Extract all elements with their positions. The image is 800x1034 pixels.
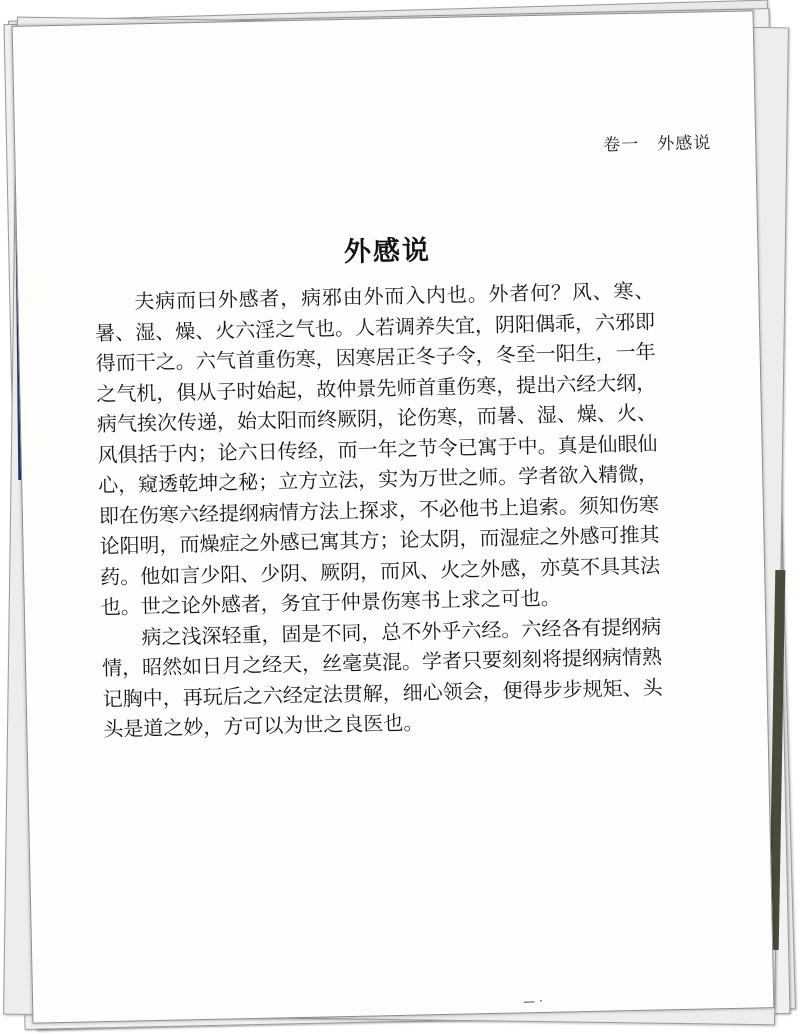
running-head-section: 外感说 <box>657 133 712 155</box>
page-number: — · <box>523 993 543 1009</box>
chapter-title: 外感说 <box>343 235 432 268</box>
book-page <box>12 10 775 1023</box>
paragraph: 病之浅深轻重，固是不同，总不外乎六经。六经各有提纲病情，昭然如日月之经天，丝毫莫混。学者只要刻刻将提纲病情熟记胸中，再玩后之六经定法贯解，细心领会，便得步步规矩、头头是道之妙，方可以为世之良医也。 <box>101 613 663 742</box>
running-head <box>603 128 711 155</box>
body-text <box>94 275 663 744</box>
paragraph: 夫病而曰外感者，病邪由外而入内也。外者何？风、寒、暑、湿、燥、火六淫之气也。人若调养失宜，阴阳偶乖，六邪即得而干之。六气首重伤寒，因寒居正冬子令，冬至一阳生，一年之气机，俱从子时始起，故仲景先师首重伤寒，提出六经大纲，病气挨次传递，始太阳而终厥阴，论伤寒，而暑、湿、燥、火、风俱括于内；论六日传经，而一年之节令已寓于中。真是仙眼仙心，窥透乾坤之秘；立方立法，实为万世之师。学者欲入精微，即在伤寒六经提纲病情方法上探求，不必他书上追索。须知伤寒论阳明，而燥症之外感已寓其方；论太阴，而湿症之外感可推其药。他如言少阳、少阴、厥阴，而风、火之外感，亦莫不具其法也。世之论外感者，务宜于仲景伤寒书上求之可也。 <box>94 278 661 620</box>
running-head-volume: 卷一 <box>603 134 640 156</box>
